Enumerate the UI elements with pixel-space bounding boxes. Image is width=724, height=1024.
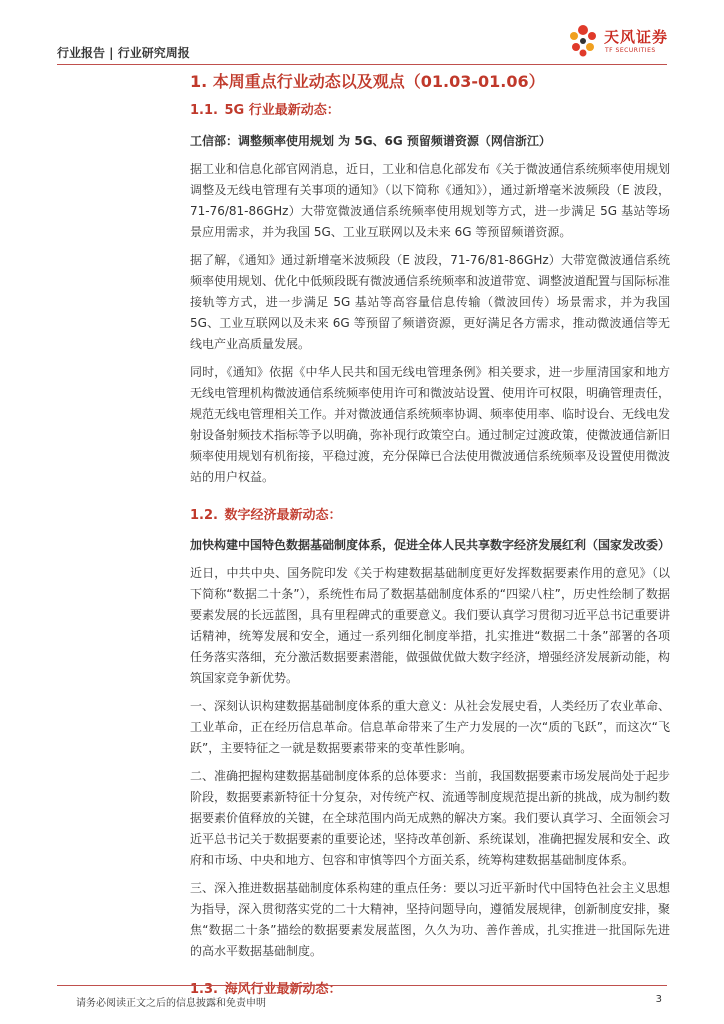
news-lead-5g: 工信部：调整频率使用规划 为 5G、6G 预留频谱资源（网信浙江） — [190, 134, 551, 148]
company-logo — [566, 20, 676, 60]
subsection-title: 海风行业最新动态： — [224, 982, 342, 997]
paragraph: 同时，《通知》依据《中华人民共和国无线电管理条例》相关要求，进一步厘清国家和地方无线电管理机构微波通信系统频率使用许可和微波站设置、使用许可权限，明确管理责任，规范无线电管理相关工作。并对微波通信系统频率协调、频率使用率、临时设台、无线电发射设备射频技术指标等予以明确，弥补现行政策空白。通过制定过渡政策，使微波通信新旧频率使用规划有机衔接，平稳过渡，充分保障已合法使用微波通信系统频率及设置使用微波站的用户权益。 — [190, 365, 671, 484]
paragraph: 三、深入推进数据基础制度体系构建的重点任务：要以习近平新时代中国特色社会主义思想为指导，深入贯彻落实党的二十大精神，坚持问题导向，遵循发展规律，创新制度安排，聚焦“数据二十条”描绘的数据要素发展蓝图，久久为功、善作善成，扎实推进一批国际先进的高水平数据基础制度。 — [190, 881, 671, 958]
subsection-heading-digital-economy — [190, 506, 670, 526]
paragraph: 一、深刻认识构建数据基础制度体系的重大意义：从社会发展史看，人类经历了农业革命、工业革命，正在经历信息革命。信息革命带来了生产力发展的一次“质的飞跃”，而这次“飞跃”，主要特征之一就是数据要素带来的变革性影响。 — [190, 699, 671, 755]
news-lead-digital-economy: 加快构建中国特色数据基础制度体系，促进全体人民共享数字经济发展红利（国家发改委） — [190, 538, 671, 552]
main-content — [190, 68, 670, 1000]
report-type-label: 行业报告 | 行业研究周报 — [57, 46, 190, 60]
header-divider — [57, 64, 667, 65]
section-heading: 1. 本周重点行业动态以及观点（01.03-01.06） — [190, 72, 545, 91]
logo-name-en: TF SECURITIES — [605, 47, 656, 54]
subsection-title: 5G 行业最新动态： — [224, 103, 340, 118]
subsection-number: 1.2. — [190, 508, 218, 523]
page-number: 3 — [655, 994, 662, 1005]
paragraph: 据工业和信息化部官网消息，近日，工业和信息化部发布《关于微波通信系统频率使用规划调整及无线电管理有关事项的通知》（以下简称《通知》），通过新增毫米波频段（E 波段，71-76/81-86GHz）大带宽微波通信系统频率使用规划等方式，进一步满足 5G 基站等场景应用需求，并为我国 5G、工业互联网以及未来 6G 等预留频谱资源。 — [190, 162, 671, 239]
paragraph: 近日，中共中央、国务院印发《关于构建数据基础制度更好发挥数据要素作用的意见》（以下简称“数据二十条”），系统性布局了数据基础制度体系的“四梁八柱”，历史性绘制了数据要素发展的长远蓝图，具有里程碑式的重要意义。我们要认真学习贯彻习近平总书记重要讲话精神，统筹发展和安全，通过一系列细化制度举措，扎实推进“数据二十条”部署的各项任务落实落细，充分激活数据要素潜能，做强做优做大数字经济，增强经济发展新动能，构筑国家竞争新优势。 — [190, 566, 671, 685]
paragraph: 二、准确把握构建数据基础制度体系的总体要求：当前，我国数据要素市场发展尚处于起步阶段，数据要素新特征十分复杂，对传统产权、流通等制度规范提出新的挑战，成为制约数据要素价值释放的关键，在全球范围内尚无成熟的解决方案。我们要认真学习、全面领会习近平总书记关于数据要素的重要论述，坚持改革创新、系统谋划，准确把握发展和安全、政府和市场、中央和地方、包容和审慎等四个方面关系，统筹构建数据基础制度体系。 — [190, 769, 671, 867]
paragraph: 据了解，《通知》通过新增毫米波频段（E 波段，71-76/81-86GHz）大带宽微波通信系统频率使用规划、优化中低频段既有微波通信系统频率和波道带宽、调整波道配置与国际标准接轨等方式，进一步满足 5G 基站等高容量信息传输（微波回传）场景需求，并为我国 5G、工业互联网以及未来 6G 等预留了频谱资源，更好满足各方需求，推动微波通信等无线电产业高质量发展。 — [190, 253, 671, 351]
logo-name-cn: 天风证券 — [604, 28, 669, 46]
logo-flower-icon — [566, 22, 600, 58]
footer-divider — [57, 985, 667, 986]
subsection-heading-5g — [190, 101, 670, 121]
subsection-number: 1.1. — [190, 103, 218, 118]
disclaimer-text: 请务必阅读正文之后的信息披露和免责申明 — [76, 998, 266, 1009]
subsection-title: 数字经济最新动态： — [224, 508, 342, 523]
subsection-number: 1.3. — [190, 982, 218, 997]
